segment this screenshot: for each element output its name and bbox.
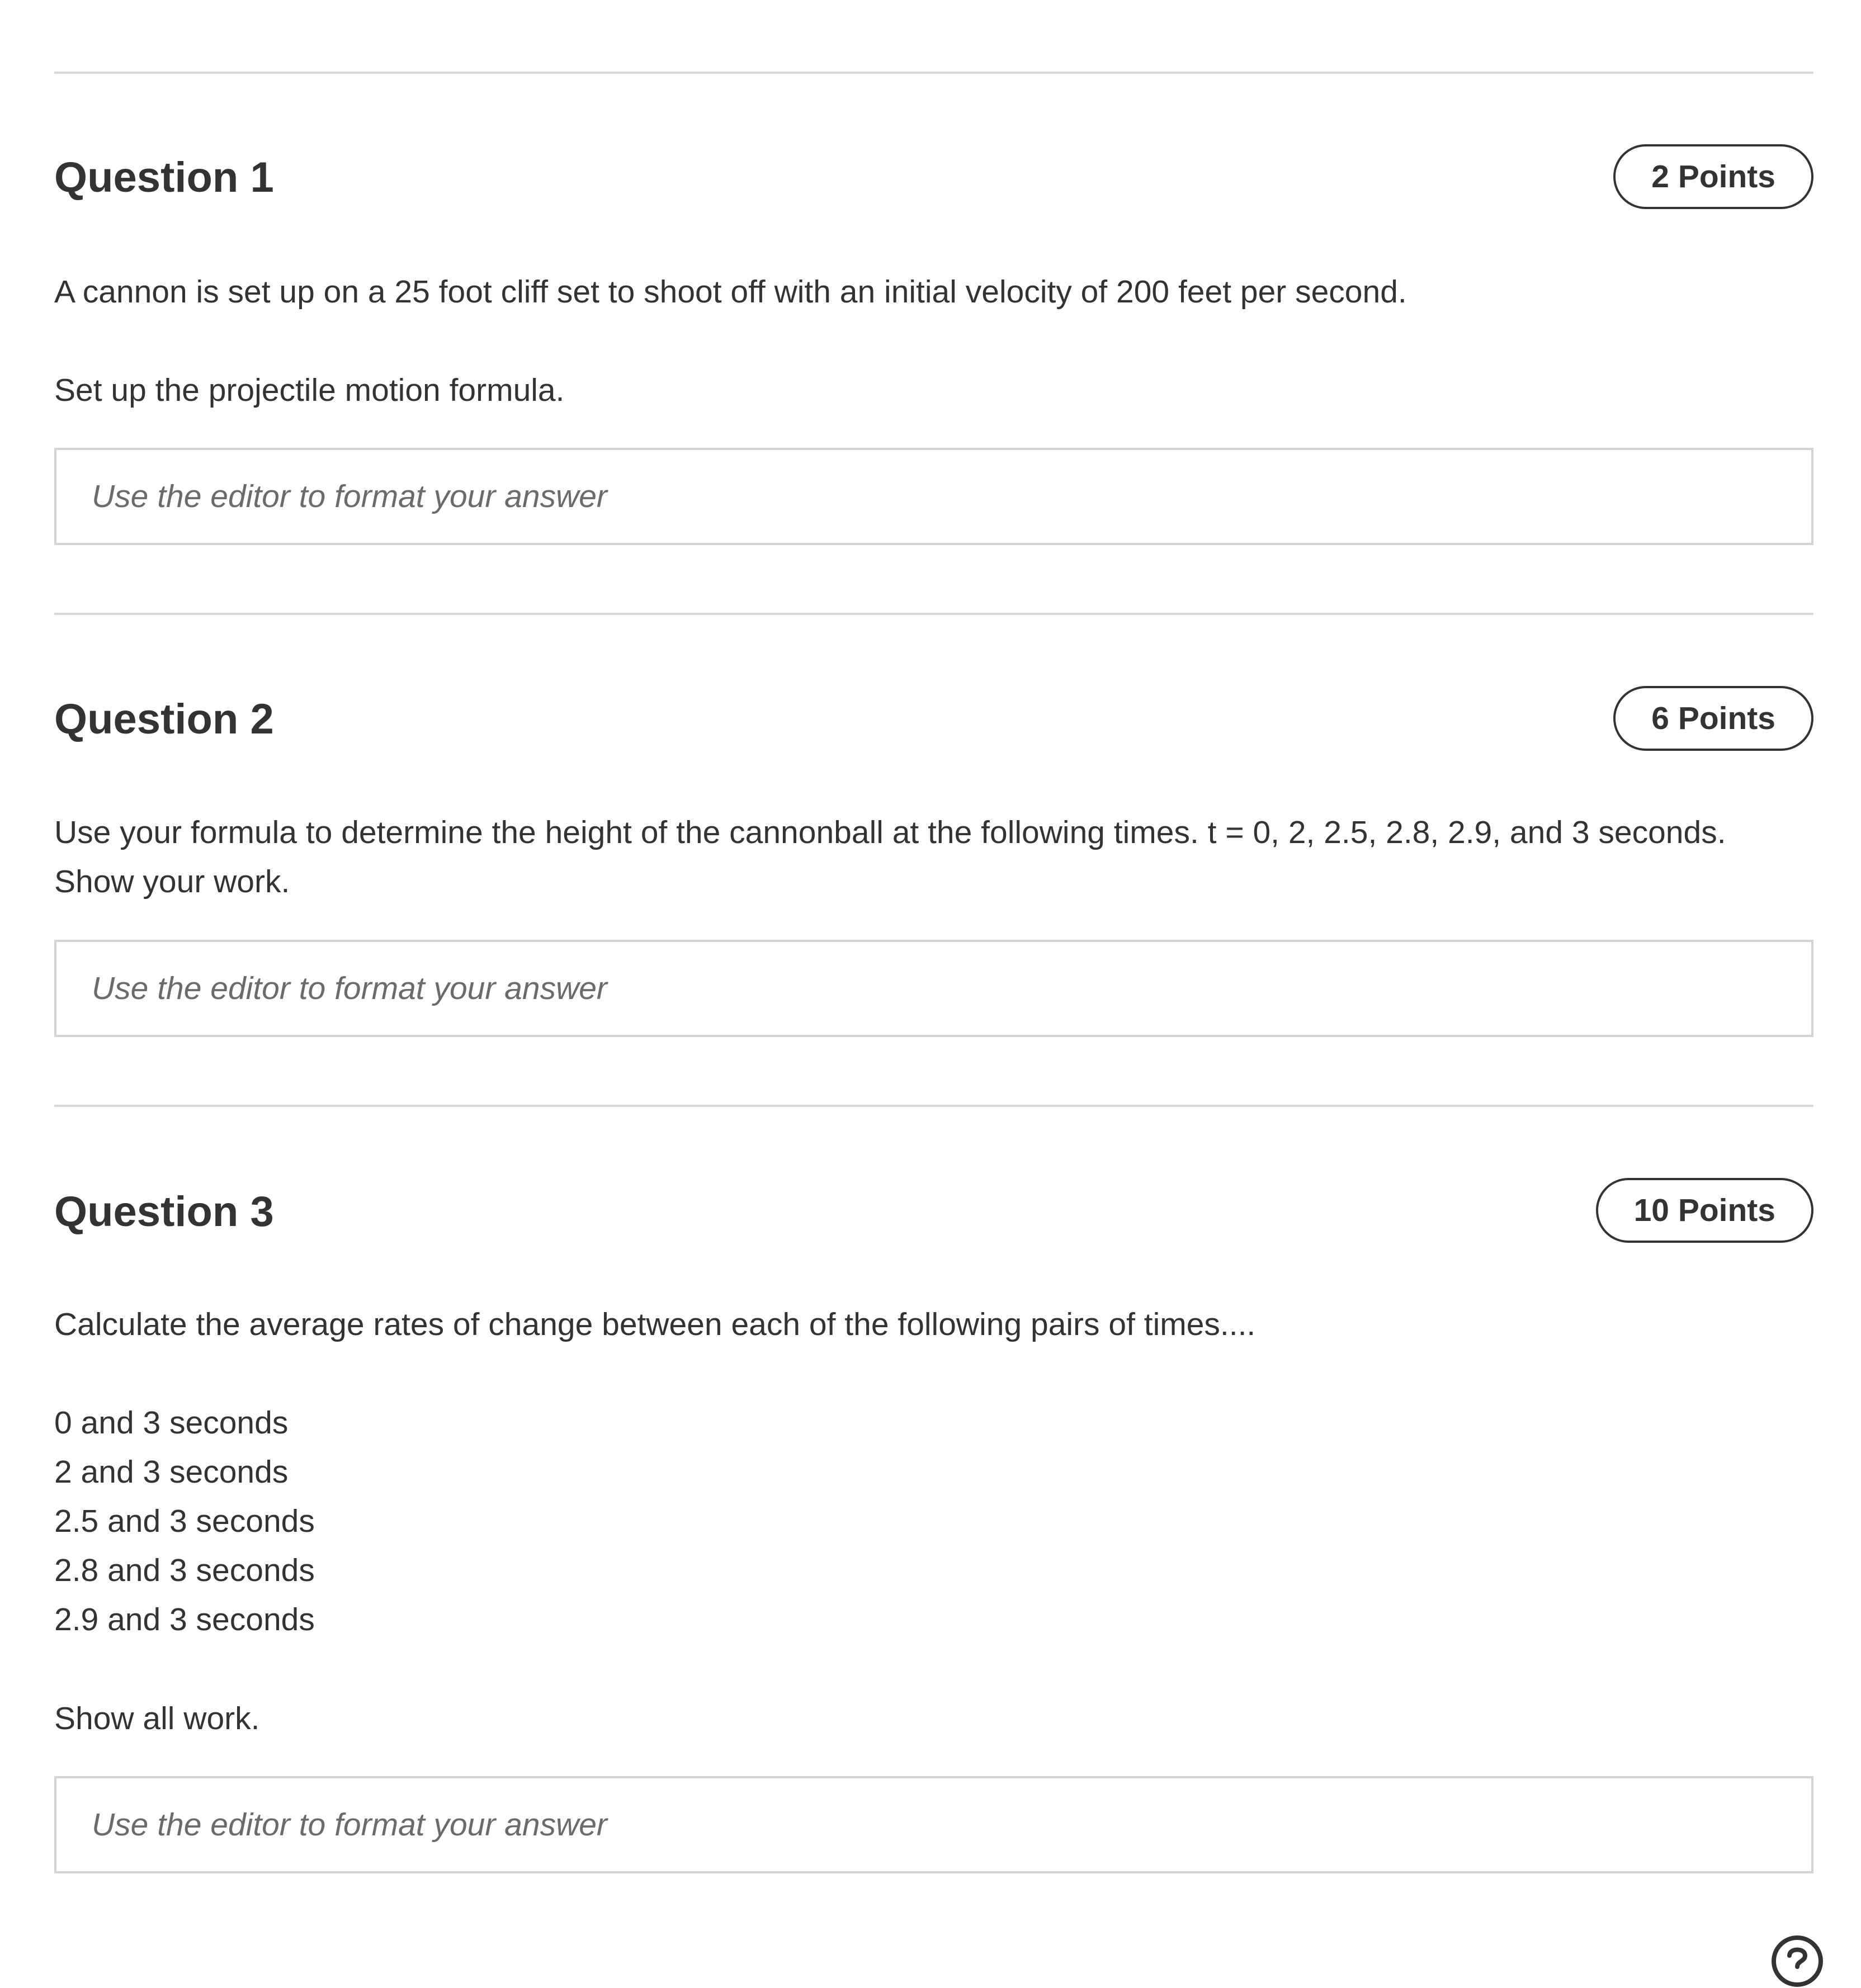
- question-2-prompt-line: Show your work.: [54, 864, 290, 900]
- help-circle-icon[interactable]: [1770, 1934, 1824, 1988]
- time-pair-item: 0 and 3 seconds: [54, 1405, 289, 1441]
- question-1-answer-field[interactable]: Use the editor to format your answer: [54, 448, 1813, 545]
- question-divider: [54, 1105, 1813, 1107]
- question-3-answer-field[interactable]: Use the editor to format your answer: [54, 1776, 1813, 1873]
- question-3-prompt-intro: Calculate the average rates of change between each of the following pairs of times....: [54, 1307, 1256, 1342]
- question-2-points-badge: 6 Points: [1613, 686, 1813, 751]
- question-1-prompt-line: Set up the projectile motion formula.: [54, 372, 565, 408]
- question-2-answer-field[interactable]: Use the editor to format your answer: [54, 940, 1813, 1037]
- question-3-points-badge: 10 Points: [1596, 1178, 1813, 1243]
- time-pair-item: 2.8 and 3 seconds: [54, 1552, 315, 1588]
- question-1-prompt-line: A cannon is set up on a 25 foot cliff set to shoot off with an initial velocity of 200 feet per second.: [54, 274, 1407, 310]
- time-pair-item: 2.9 and 3 seconds: [54, 1602, 315, 1637]
- question-1-points-badge: 2 Points: [1613, 144, 1813, 209]
- question-3-prompt-outro: Show all work.: [54, 1701, 260, 1736]
- time-pair-item: 2 and 3 seconds: [54, 1454, 289, 1490]
- question-divider: [54, 613, 1813, 615]
- question-3-title: Question 3: [54, 1188, 274, 1236]
- question-1-title: Question 1: [54, 154, 274, 201]
- time-pair-item: 2.5 and 3 seconds: [54, 1503, 315, 1539]
- question-divider: [54, 72, 1813, 74]
- time-pairs-list: [54, 1398, 315, 1644]
- question-2-prompt-line: Use your formula to determine the height of the cannonball at the following times. t = 0, 2, 2.5, 2.8, 2.9, and 3 seconds.: [54, 815, 1726, 850]
- question-2-title: Question 2: [54, 695, 274, 743]
